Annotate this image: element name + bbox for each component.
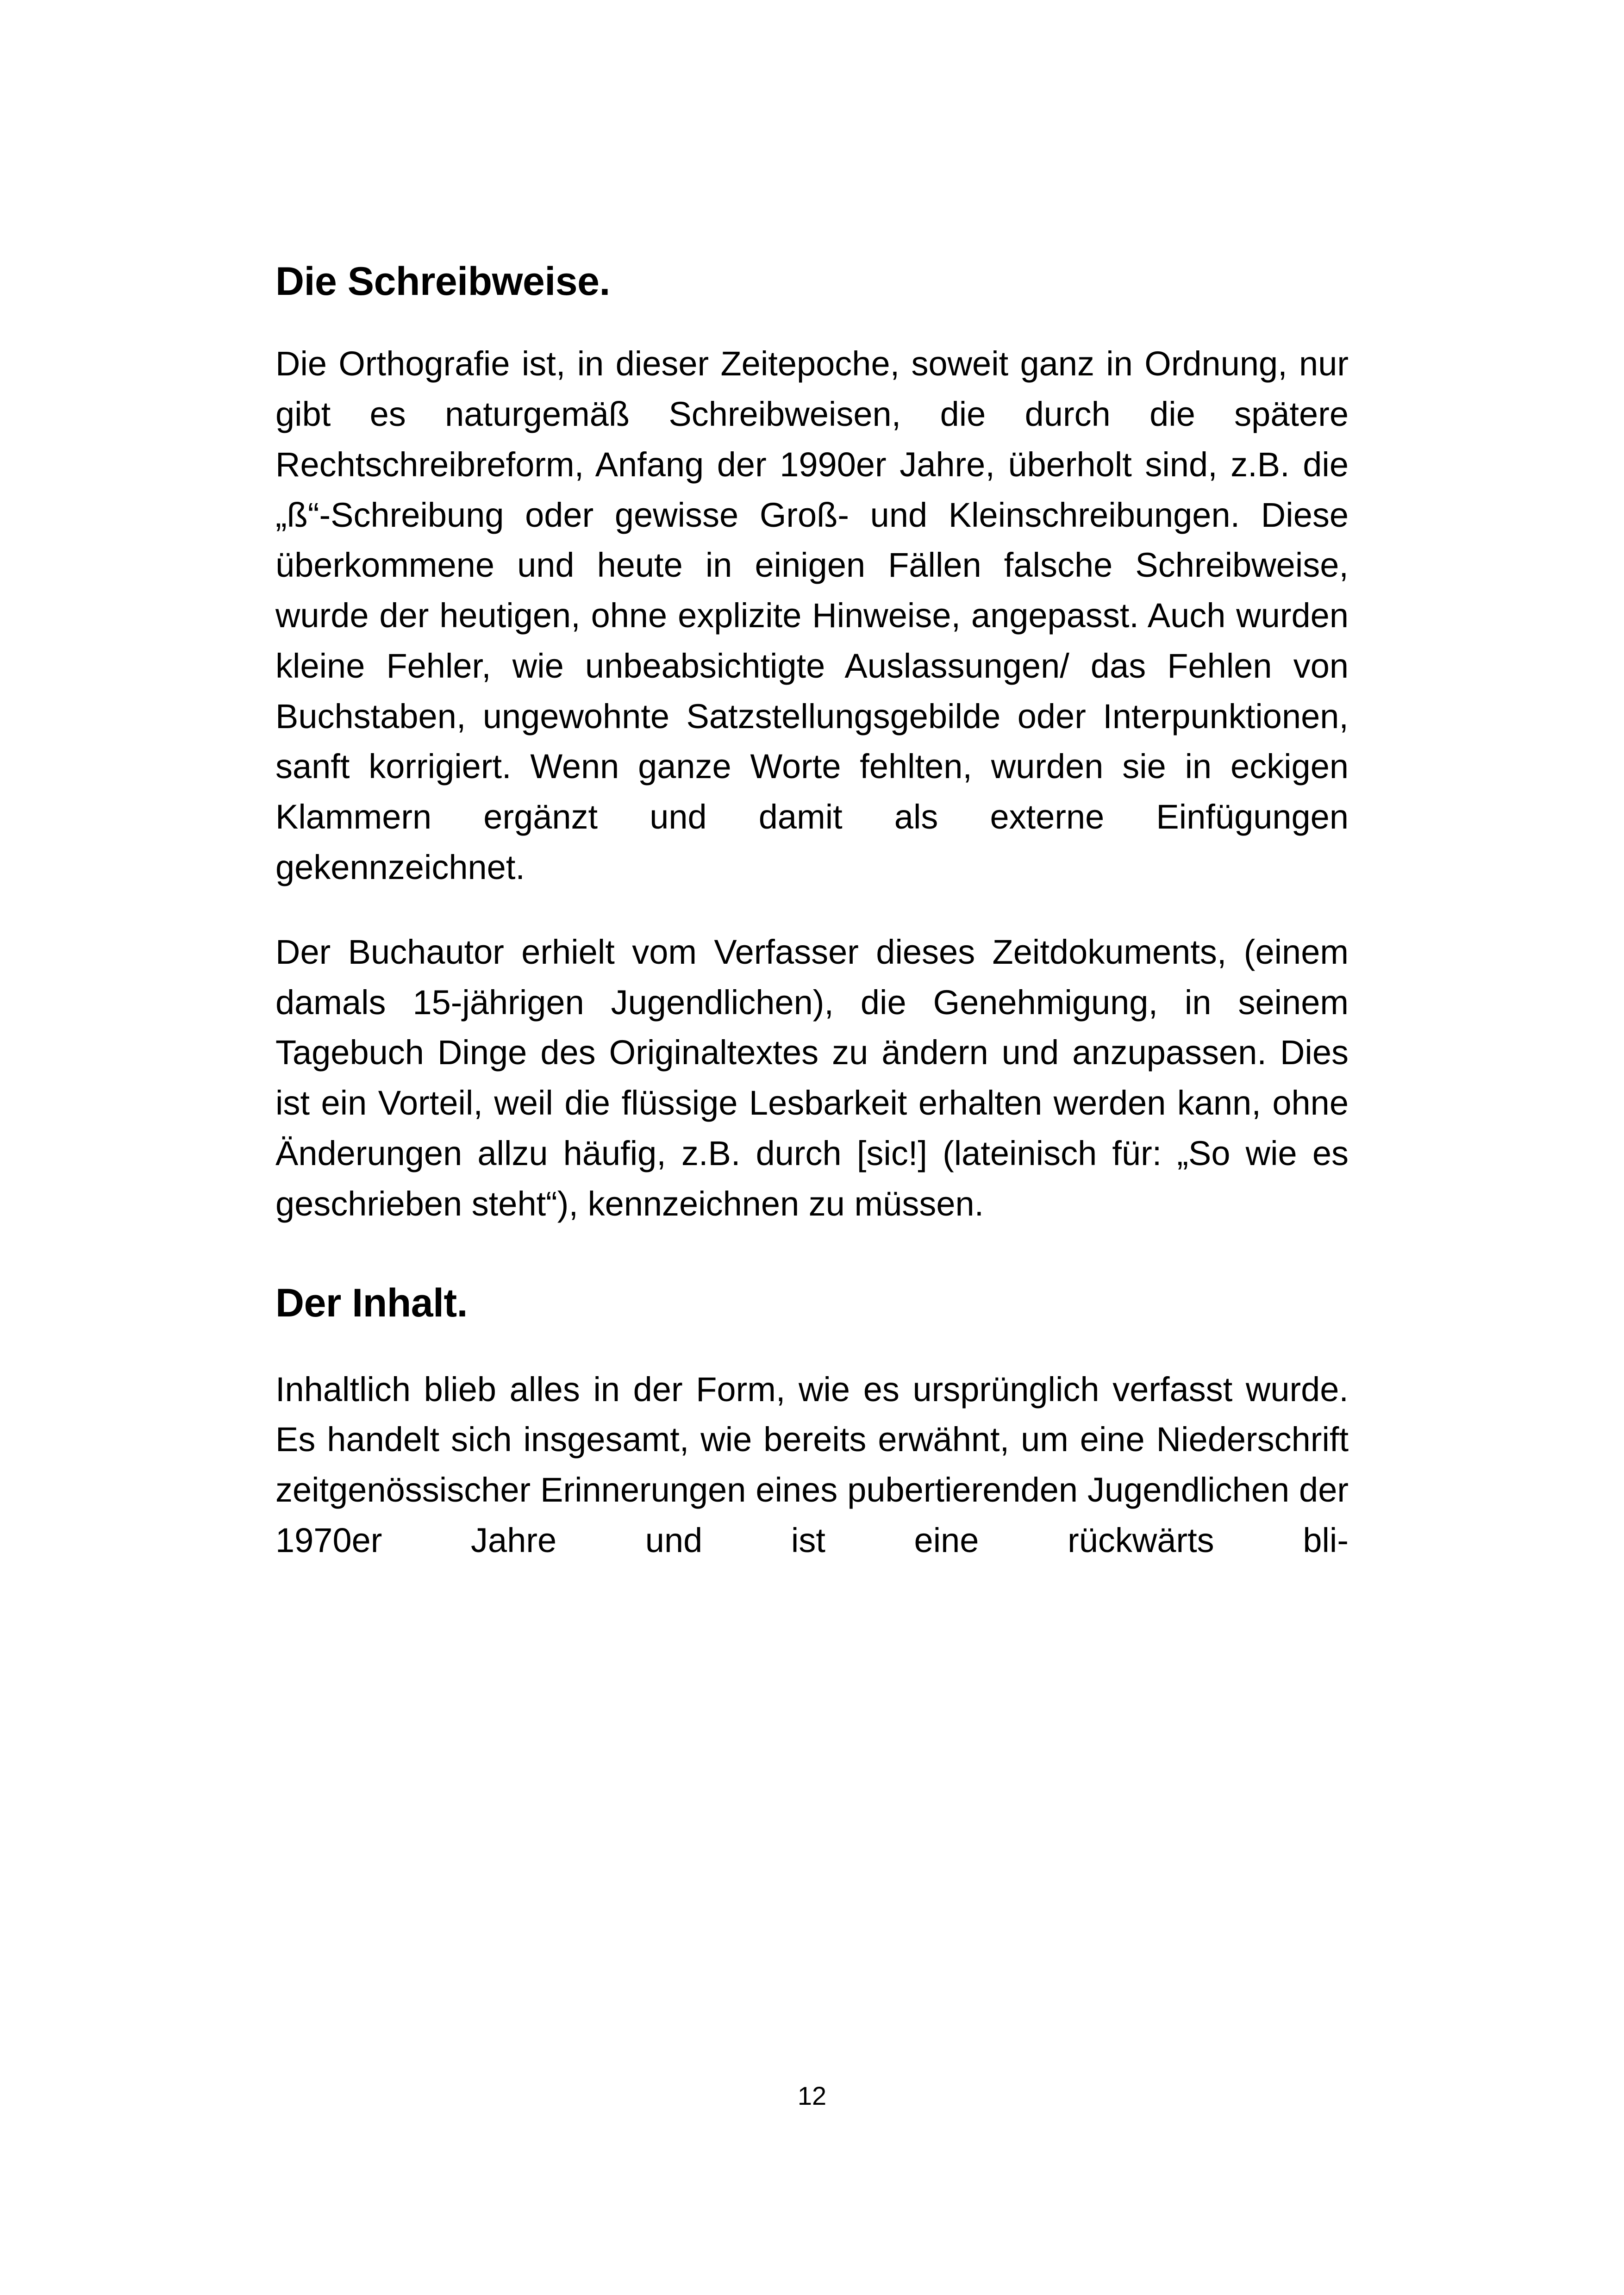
spacer xyxy=(275,1229,1349,1281)
paragraph-orthografie: Die Orthografie ist, in dieser Zeitepoche, soweit ganz in Ordnung, nur gibt es naturgemäß Schreibweisen, die durch die spätere Rechtschreibreform, Anfang der 1990er Jahre, überholt sind, z.B. die „ß“-Schreibung oder gewisse Groß- und Kleinschreibungen. Diese überkommene und heute in einigen Fällen falsche Schreibweise, wurde der heutigen, ohne explizite Hinweise, angepasst. Auch wurden kleine Fehler, wie unbeabsichtigte Auslassungen/ das Fehlen von Buchstaben, ungewohnte Satzstellungsgebilde oder Interpunktionen, sanft korrigiert. Wenn ganze Worte fehlten, wurden sie in eckigen Klammern ergänzt und damit als externe Einfügungen gekennzeichnet. xyxy=(275,344,1349,886)
paragraph-inhaltlich: Inhaltlich blieb alles in der Form, wie es ursprünglich verfasst wurde. Es handelt sich insgesamt, wie bereits erwähnt, um eine Niederschrift zeitgenössischer Erinnerungen eines pubertierenden Jugendlichen der 1970er Jahre und ist eine rückwärts bli- xyxy=(275,1370,1349,1559)
page-number: 12 xyxy=(797,2081,827,2110)
page-content xyxy=(275,259,1349,1616)
spacer xyxy=(275,893,1349,927)
spacer xyxy=(275,304,1349,339)
spacer xyxy=(275,1326,1349,1365)
section-heading-schreibweise: Die Schreibweise. xyxy=(275,259,610,304)
section-heading-inhalt: Der Inhalt. xyxy=(275,1281,468,1326)
paragraph-buchautor: Der Buchautor erhielt vom Verfasser dieses Zeitdokuments, (einem damals 15-jährigen Jugendlichen), die Genehmigung, in seinem Tagebuch Dinge des Originaltextes zu ändern und anzupassen. Dies ist ein Vorteil, weil die flüssige Lesbarkeit erhalten werden kann, ohne Änderungen allzu häufig, z.B. durch [sic!] (lateinisch für: „So wie es geschrieben steht“), kennzeichnen zu müssen. xyxy=(275,932,1349,1223)
